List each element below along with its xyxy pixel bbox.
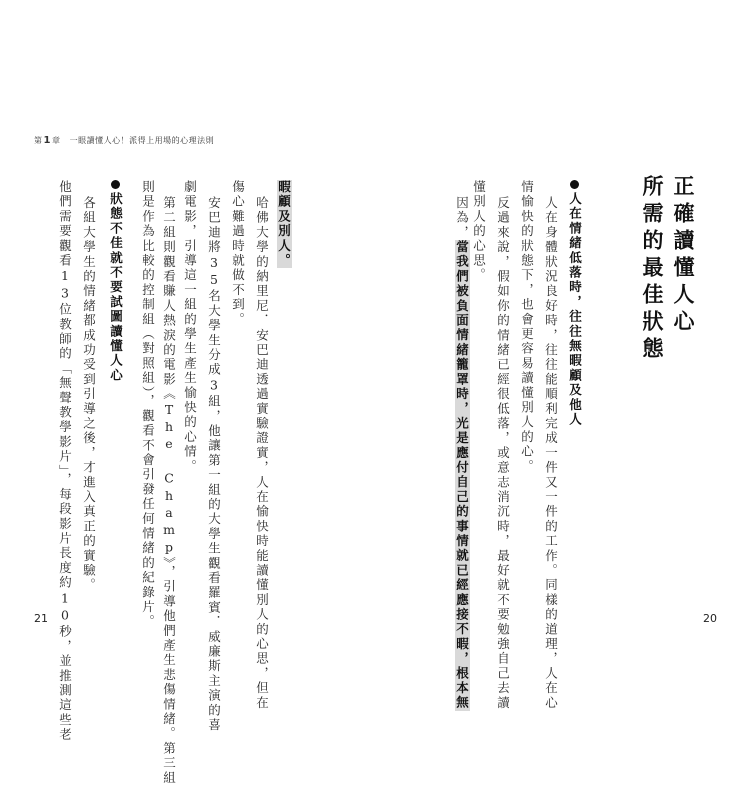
chapter-number: 1 <box>43 135 51 146</box>
page-title-line1: 正確讀懂人心 <box>671 175 695 337</box>
body-line: 安巴迪將35名大學生分成3組，他讓第一組的大學生觀看羅賓．威廉斯主演的喜 <box>206 196 222 733</box>
section-heading-right <box>568 180 581 427</box>
bullet-icon <box>570 180 579 189</box>
section-heading-text: 人在情緒低落時，往往無暇顧及他人 <box>567 192 583 428</box>
section-heading-text: 狀態不佳就不要試圖讀懂人心 <box>108 192 124 384</box>
chapter-suffix: 章 <box>51 136 61 145</box>
body-line: 傷心難過時就做不到。 <box>230 180 246 327</box>
chapter-title: 一眼讀懂人心！派得上用場的心理法則 <box>69 136 215 145</box>
body-line: 各組大學生的情緒都成功受到引導之後，才進入真正的實驗。 <box>81 196 97 593</box>
emphasis-prefix: 因為， <box>454 196 470 241</box>
body-line: 則是作為比較的控制組（對照組），觀看不會引發任何情緒的紀錄片。 <box>140 180 156 630</box>
body-line: 第二組則觀看賺人熱淚的電影《The Champ》，引導他們產生悲傷情緒。第三組 <box>161 196 177 786</box>
emphasis-text: 當我們被負面情緒籠罩時，光是應付自己的事情就已經應接不暇，根本無 <box>454 240 470 711</box>
bullet-icon <box>111 180 120 189</box>
body-line: 劇電影，引導這一組的學生產生愉快的心情。 <box>182 180 198 474</box>
continued-emphasis-text: 暇顧及別人。 <box>276 180 292 269</box>
page-title-line2: 所需的最佳狀態 <box>640 175 664 364</box>
body-line: 人在身體狀況良好時，往往能順利完成一件又一件的工作。同樣的道理，人在心 <box>543 196 559 711</box>
page-number-left: 21 <box>34 612 48 625</box>
continued-emphasis <box>277 180 290 268</box>
body-line: 情愉快的狀態下，也會更容易讀懂別人的心。 <box>519 180 535 474</box>
body-line: 懂別人的心思。 <box>471 180 487 283</box>
section-heading-left <box>109 180 122 383</box>
body-line: 反過來說，假如你的情緒已經很低落，或意志消沉時，最好就不要勉強自己去讀 <box>495 196 511 711</box>
chapter-prefix: 第 <box>34 136 43 145</box>
page-number-right: 20 <box>703 612 717 625</box>
running-header <box>34 135 214 146</box>
body-line: 哈佛大學的納里尼．安巴迪透過實驗證實，人在愉快時能讀懂別人的心思，但在 <box>254 196 270 711</box>
emphasis-line <box>455 196 468 711</box>
body-line: 他們需要觀看13位教師的「無聲教學影片」，每段影片長度約10秒，並推測這些老 <box>57 180 73 743</box>
